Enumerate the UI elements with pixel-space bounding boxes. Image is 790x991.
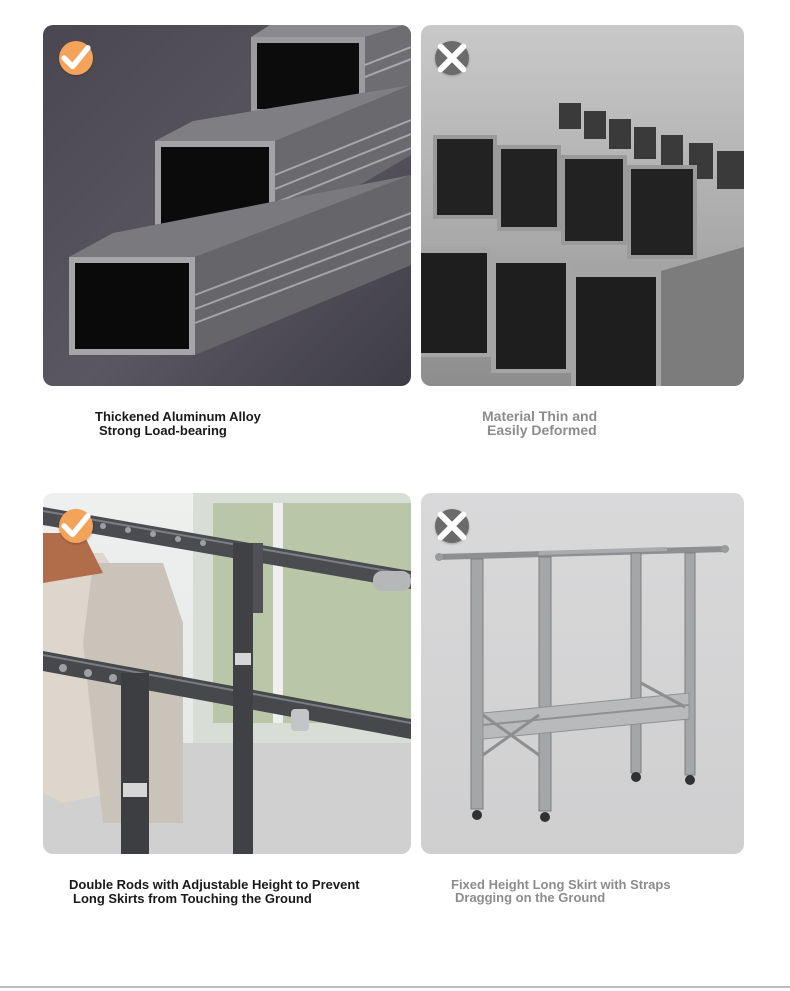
caption-line: Fixed Height Long Skirt with Straps [451, 877, 671, 892]
check-icon [59, 41, 93, 75]
good-caption-1 [95, 410, 261, 438]
caption-line: Strong Load-bearing [99, 423, 227, 438]
caption-line: Easily Deformed [487, 422, 597, 438]
cross-badge [435, 41, 469, 75]
cross-icon [435, 509, 469, 543]
bottom-divider [0, 986, 790, 988]
check-badge [59, 41, 93, 75]
caption-line: Dragging on the Ground [455, 890, 606, 905]
check-badge [59, 509, 93, 543]
good-caption-2 [69, 878, 429, 906]
thin-material-image [421, 25, 744, 386]
bad-caption-2 [451, 878, 751, 904]
check-icon [59, 509, 93, 543]
double-rod-rack-image [43, 493, 411, 854]
caption-line: Long Skirts from Touching the Ground [73, 891, 312, 906]
thin-tubes-illustration [421, 25, 744, 386]
fixed-rack-illustration [421, 493, 744, 854]
bad-caption-1 [482, 409, 672, 437]
double-rod-illustration [43, 493, 411, 854]
cross-badge [435, 509, 469, 543]
caption-line: Thickened Aluminum Alloy [95, 409, 261, 424]
fixed-height-rack-image [421, 493, 744, 854]
thick-aluminum-image [43, 25, 411, 386]
thick-tubes-illustration [43, 25, 411, 386]
caption-line: Material Thin and [482, 408, 598, 424]
caption-line: Double Rods with Adjustable Height to Prevent [69, 877, 360, 892]
cross-icon [435, 41, 469, 75]
